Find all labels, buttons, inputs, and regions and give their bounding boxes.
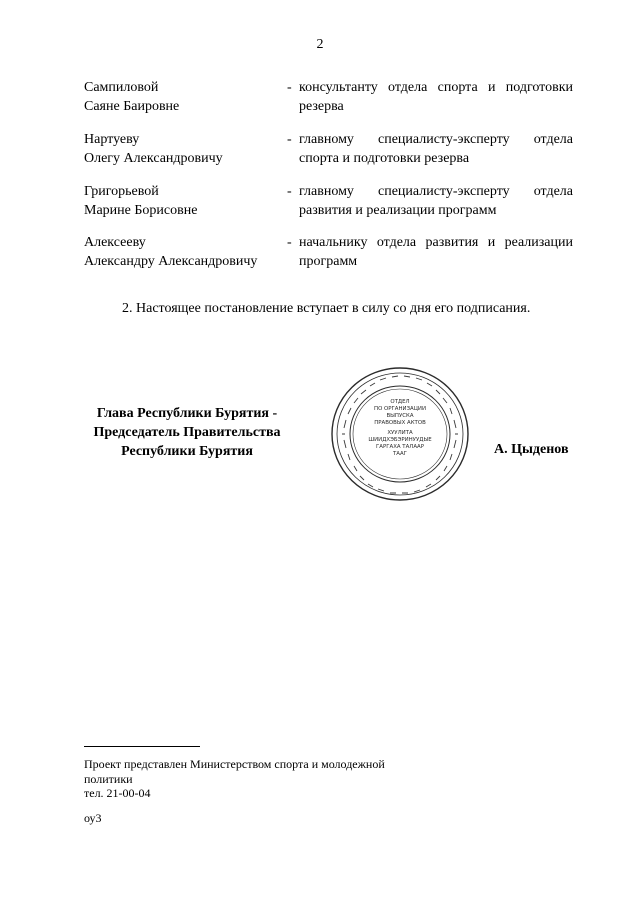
seal-line: ГАРГАХА ТАЛААР (376, 444, 424, 450)
official-seal (330, 366, 470, 502)
position-line: программ (299, 254, 358, 269)
signatory-title-line: Председатель Правительства (93, 425, 281, 440)
position-line: начальнику отдела развития и реализации (299, 235, 573, 250)
position-line: развития и реализации программ (299, 203, 497, 218)
appointee-surname: Нартуеву (84, 132, 140, 147)
appointee-name (84, 78, 279, 116)
appointee-position (299, 182, 573, 220)
page-number: 2 (316, 37, 324, 52)
appointee-name (84, 130, 279, 168)
seal-line: ПО ОРГАНИЗАЦИИ (374, 406, 426, 412)
seal-line: ТААГ (393, 451, 407, 457)
signatory-title-line: Глава Республики Бурятия - (96, 406, 278, 421)
seal-line: ХУУЛИТА (387, 430, 413, 436)
document-code: оу3 (84, 811, 102, 825)
appointee-given-names: Александру Александровичу (84, 254, 258, 269)
seal-line: ОТДЕЛ (390, 399, 410, 405)
seal-line: ШИИДХЭБЭРИНУУДЫЕ (368, 437, 432, 443)
dash: - (287, 184, 292, 199)
dash: - (287, 235, 292, 250)
appointee-given-names: Саяне Баировне (84, 99, 180, 114)
footnote (84, 757, 424, 801)
dash: - (287, 80, 292, 95)
appointee-given-names: Олегу Александровичу (84, 151, 223, 166)
position-line: главному специалисту-эксперту отдела (299, 184, 573, 199)
position-line: главному специалисту-эксперту отдела (299, 132, 573, 147)
position-line: консультанту отдела спорта и подготовки (299, 80, 573, 95)
appointee-given-names: Марине Борисовне (84, 203, 198, 218)
dash: - (287, 132, 292, 147)
signatory-title (82, 404, 292, 461)
appointee-surname: Григорьевой (84, 184, 159, 199)
appointee-name (84, 233, 279, 271)
position-line: спорта и подготовки резерва (299, 151, 470, 166)
footnote-line: политики (84, 771, 133, 786)
signatory-title-line: Республики Бурятия (121, 444, 253, 459)
appointee-position (299, 233, 573, 271)
appointee-position (299, 78, 573, 116)
seal-line: ПРАВОВЫХ АКТОВ (374, 420, 426, 426)
clause-effective-date: 2. Настоящее постановление вступает в силу со дня его подписания. (122, 301, 531, 316)
footnote-divider (84, 746, 200, 747)
appointee-position (299, 130, 573, 168)
appointee-name (84, 182, 279, 220)
appointee-surname: Сампиловой (84, 80, 159, 95)
seal-line: ВЫПУСКА (386, 413, 414, 419)
position-line: резерва (299, 99, 344, 114)
appointee-surname: Алексееву (84, 235, 146, 250)
footnote-line: Проект представлен Министерством спорта и молодежной (84, 757, 385, 771)
footnote-phone: тел. 21-00-04 (84, 786, 151, 800)
signatory-name: А. Цыденов (494, 442, 569, 457)
